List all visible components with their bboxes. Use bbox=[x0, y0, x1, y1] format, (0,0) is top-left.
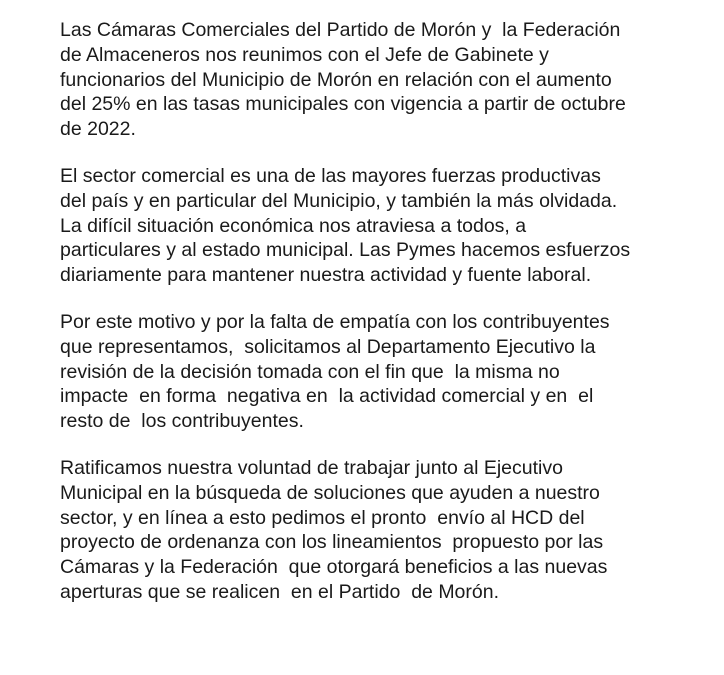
text-line: impacte en forma negativa en la actividad comercial y en el bbox=[60, 385, 594, 408]
text-line: Municipal en la búsqueda de soluciones que ayuden a nuestro bbox=[60, 481, 600, 504]
text-line: resto de los contribuyentes. bbox=[60, 410, 304, 433]
text-line: funcionarios del Municipio de Morón en relación con el aumento bbox=[60, 68, 612, 91]
text-line: aperturas que se realicen en el Partido de Morón. bbox=[60, 580, 500, 603]
text-line: diariamente para mantener nuestra actividad y fuente laboral. bbox=[60, 264, 592, 287]
paragraph-2 bbox=[60, 164, 724, 288]
text-line: revisión de la decisión tomada con el fin que la misma no bbox=[60, 360, 560, 383]
text-line: Cámaras y la Federación que otorgará beneficios a las nuevas bbox=[60, 556, 608, 579]
text-line: del 25% en las tasas municipales con vigencia a partir de octubre bbox=[60, 93, 626, 116]
text-line: sector, y en línea a esto pedimos el pronto envío al HCD del bbox=[60, 506, 585, 529]
paragraph-4 bbox=[60, 456, 724, 605]
text-line: de 2022. bbox=[60, 118, 136, 141]
text-line: Las Cámaras Comerciales del Partido de Morón y la Federación bbox=[60, 19, 621, 41]
text-line: que representamos, solicitamos al Departamento Ejecutivo la bbox=[60, 335, 596, 358]
text-line: Ratificamos nuestra voluntad de trabajar junto al Ejecutivo bbox=[60, 456, 563, 479]
paragraph-1 bbox=[60, 18, 724, 142]
document-body bbox=[60, 18, 724, 627]
text-line: del país y en particular del Municipio, y también la más olvidada. bbox=[60, 189, 618, 212]
text-line: particulares y al estado municipal. Las Pymes hacemos esfuerzos bbox=[60, 239, 631, 262]
text-line: Por este motivo y por la falta de empatía con los contribuyentes bbox=[60, 310, 610, 333]
text-line: de Almaceneros nos reunimos con el Jefe de Gabinete y bbox=[60, 43, 549, 66]
text-line: proyecto de ordenanza con los lineamientos propuesto por las bbox=[60, 531, 604, 554]
text-line: La difícil situación económica nos atraviesa a todos, a bbox=[60, 214, 527, 237]
text-line: El sector comercial es una de las mayores fuerzas productivas bbox=[60, 164, 601, 187]
paragraph-3 bbox=[60, 310, 724, 434]
